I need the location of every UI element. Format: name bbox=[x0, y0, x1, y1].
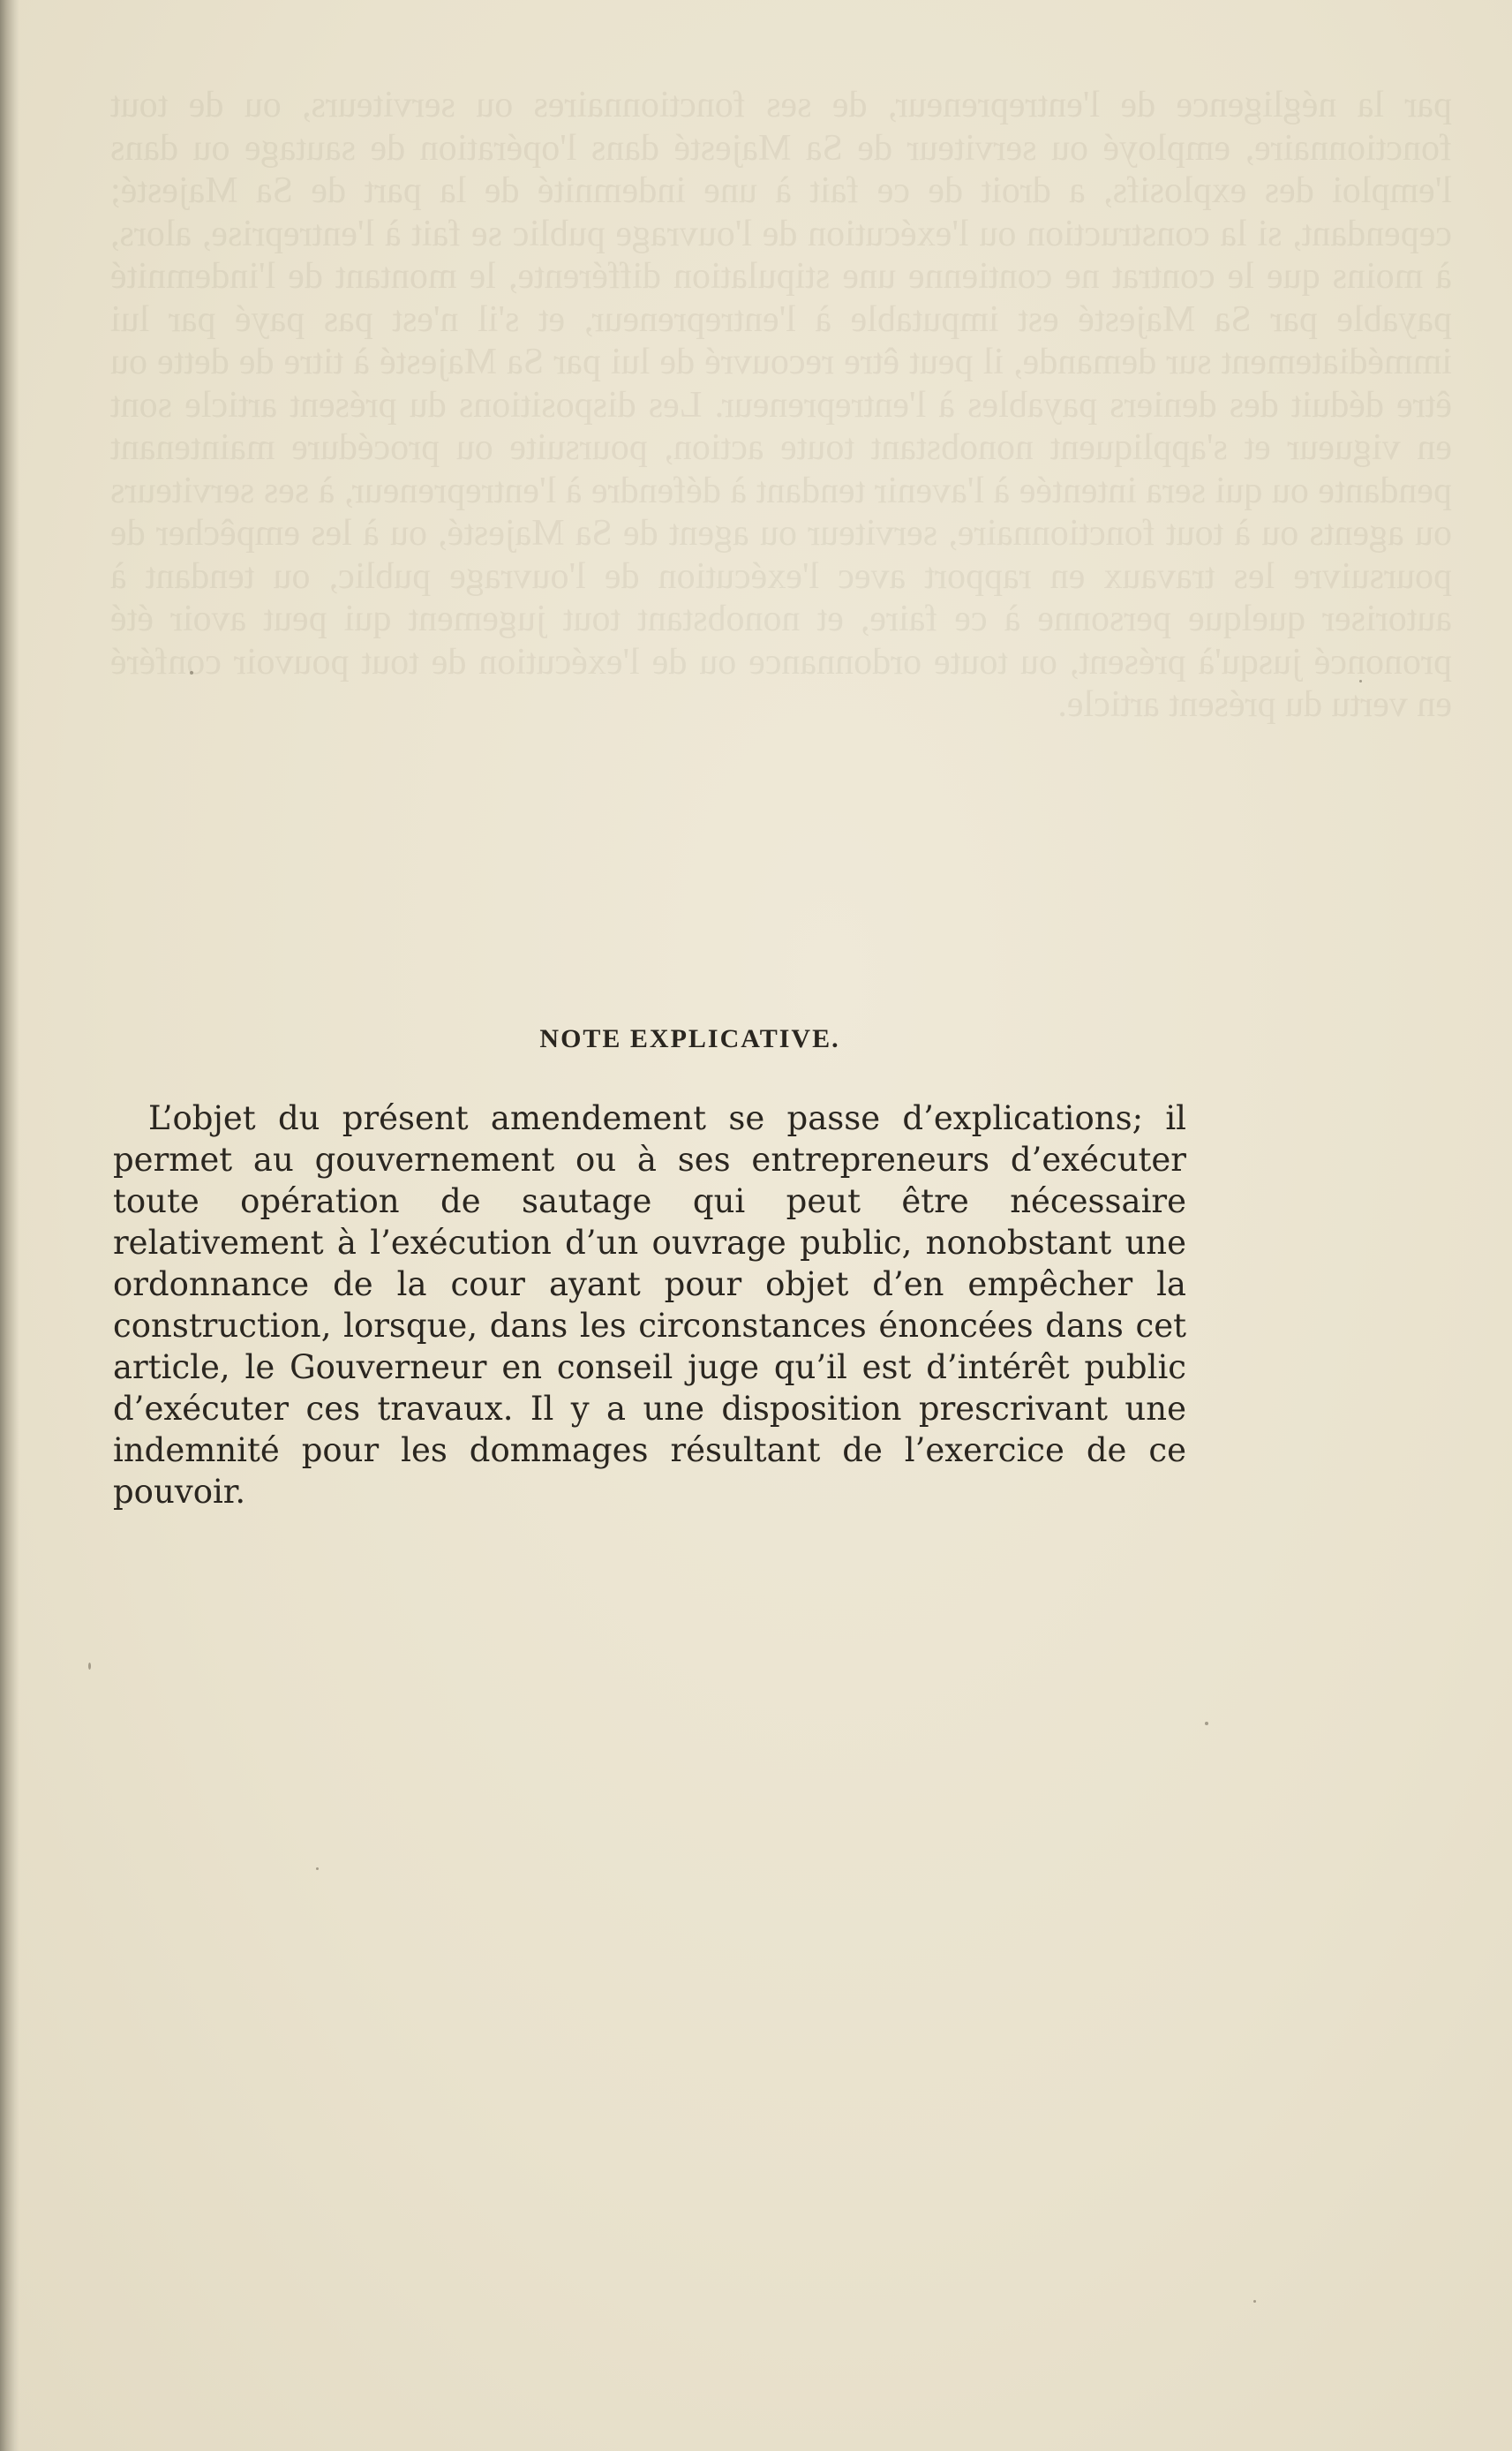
paper-speck bbox=[88, 1663, 91, 1670]
paper-speck bbox=[1205, 1722, 1208, 1725]
binding-edge bbox=[0, 0, 19, 2451]
note-title: NOTE EXPLICATIVE. bbox=[539, 1024, 840, 1053]
bleed-through-text: par la négligence de l'entrepreneur, de ses fonctionnaires ou serviteurs, ou de tout fonctionnaire, employé ou serviteur de Sa Majesté dans l'opération de sautage ou dans l'emploi des explosifs, a droit de ce fait à une indemnité de la part de Sa Majesté; cependant, si la construction ou l'exécution de l'ouvrage public se fait à l'entreprise, alors, à moins que le contrat ne contienne une stipulation différente, le montant de l'indemnité payable par Sa Majesté est imputable à l'entrepreneur, et s'il n'est pas payé par lui immédiatement sur demande, il peut être recouvré de lui par Sa Majesté à titre de dette ou être déduit des deniers payables à l'entrepreneur. Les dispositions du présent article sont en vigueur et s'appliquent nonobstant toute action, poursuite ou procédure maintenant pendante ou qui sera intentée à l'avenir tendant à défendre à l'entrepreneur, à ses serviteurs ou agents ou à tout fonctionnaire, serviteur ou agent de Sa Majesté, ou à les empêcher de poursuivre les travaux en rapport avec l'exécution de l'ouvrage public, ou tendant à autoriser quelque personne à ce faire, et nonobstant tout jugement qui peut avoir été prononcé jusqu'à présent, ou toute ordonnance ou de l'exécution de tout pouvoir conféré en vertu du présent article. bbox=[110, 85, 1452, 725]
paper-speck bbox=[1359, 680, 1362, 683]
note-body: L’objet du présent amendement se passe d’explications; il permet au gouvernement ou à ses entrepreneurs d’exécuter toute opération de sautage qui peut être nécessaire relativement à l’exécution d’un ouvrage public, nonobstant une ordonnance de la cour ayant pour objet d’en empêcher la construction, lorsque, dans les circonstances énoncées dans cet article, le Gouverneur en conseil juge qu’il est d’intérêt public d’exécuter ces travaux. Il y a une disposition prescrivant une indemnité pour les dommages résultant de l’exercice de ce pouvoir. bbox=[113, 1099, 1186, 1511]
paper-speck bbox=[190, 671, 193, 675]
paper-speck bbox=[316, 1867, 319, 1870]
paper-speck bbox=[1253, 2300, 1256, 2303]
